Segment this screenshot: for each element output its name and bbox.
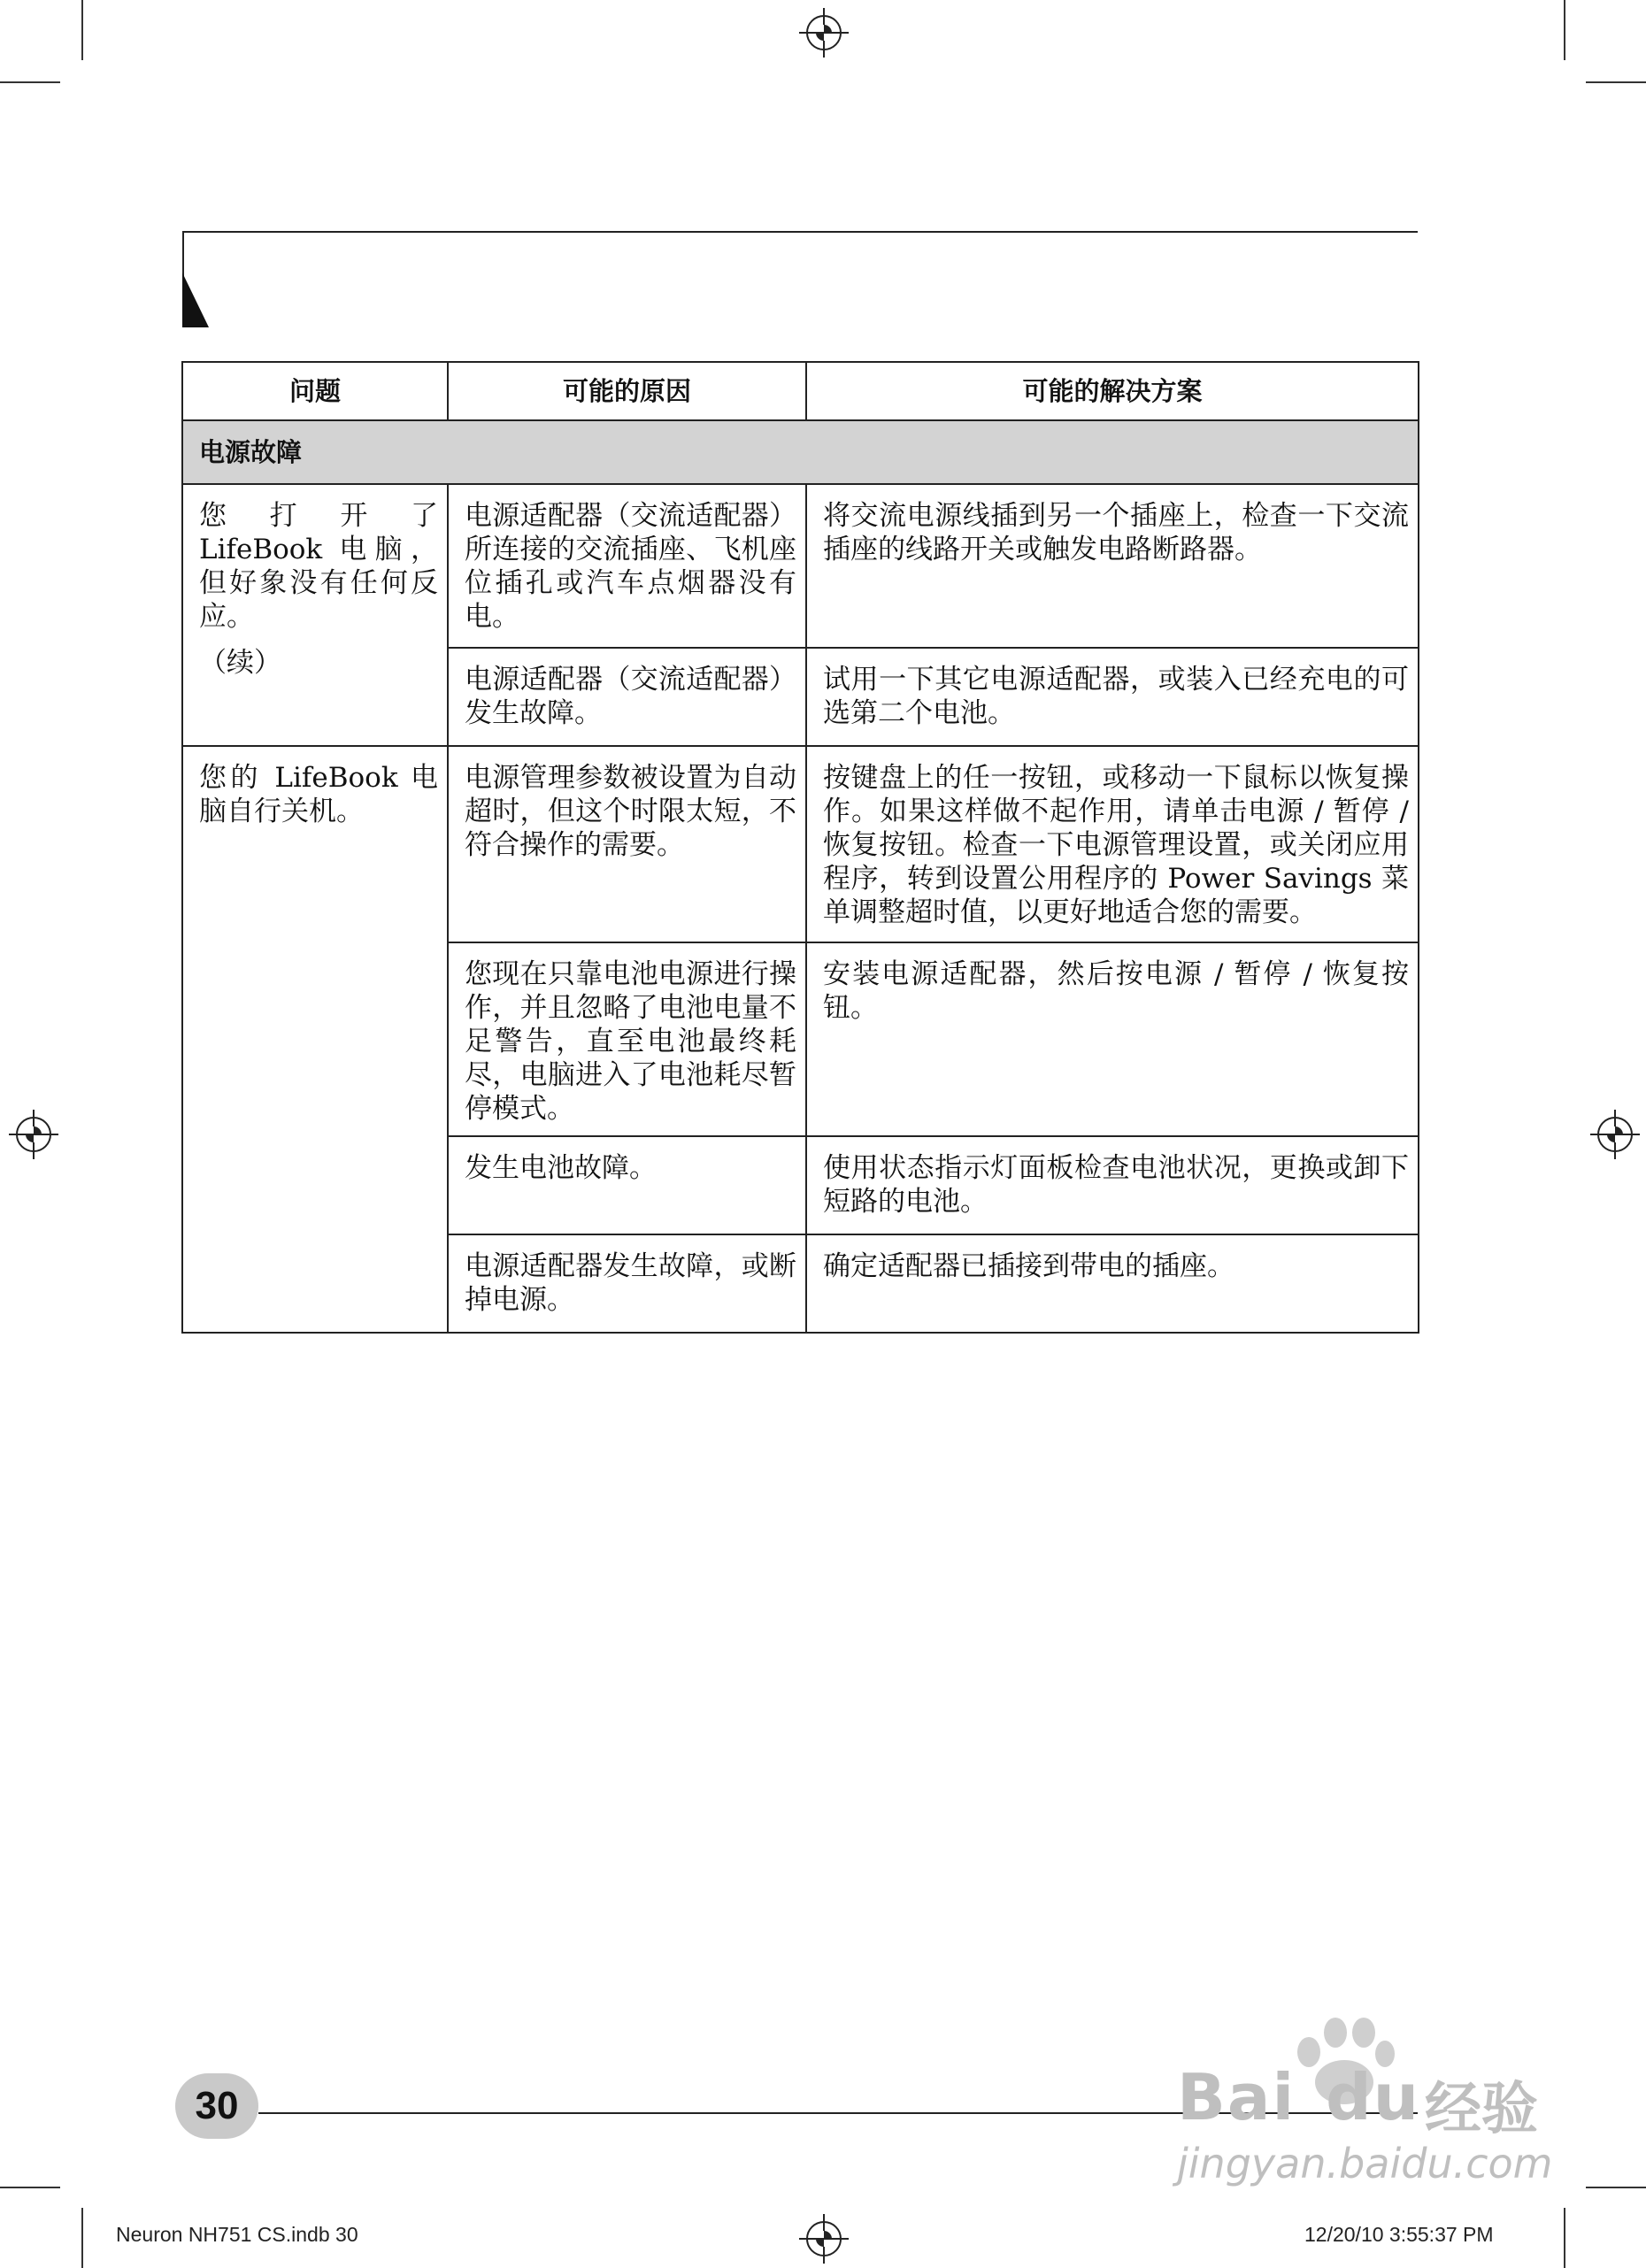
registration-mark-icon xyxy=(806,2221,842,2256)
cause-cell: 您现在只靠电池电源进行操作，并且忽略了电池电量不足警告，直至电池最终耗尽，电脑进入了电池耗尽暂停模式。 xyxy=(448,942,806,1136)
cause-cell: 电源适配器发生故障，或断掉电源。 xyxy=(448,1234,806,1333)
continued-label: （续） xyxy=(199,647,281,679)
cause-cell: 电源适配器（交流适配器）发生故障。 xyxy=(448,648,806,746)
cause-cell: 发生电池故障。 xyxy=(448,1136,806,1234)
crop-mark xyxy=(1586,81,1646,83)
crop-mark xyxy=(81,2208,83,2268)
watermark-url: jingyan.baidu.com xyxy=(1177,2140,1553,2187)
registration-mark-icon xyxy=(16,1117,51,1152)
crop-mark xyxy=(1564,0,1565,60)
cause-cell: 电源管理参数被设置为自动超时，但这个时限太短，不符合操作的需要。 xyxy=(448,746,806,942)
solution-cell: 使用状态指示灯面板检查电池状况，更换或卸下短路的电池。 xyxy=(806,1136,1419,1234)
crop-mark xyxy=(0,81,60,83)
header-tab-triangle xyxy=(182,273,209,327)
cause-cell: 电源适配器（交流适配器）所连接的交流插座、飞机座位插孔或汽车点烟器没有电。 xyxy=(448,484,806,648)
slug-left: Neuron NH751 CS.indb 30 xyxy=(116,2223,358,2246)
watermark-brand xyxy=(1177,2060,1420,2134)
troubleshooting-table xyxy=(181,361,1419,1334)
solution-cell: 试用一下其它电源适配器，或装入已经充电的可选第二个电池。 xyxy=(806,648,1419,746)
solution-cell: 确定适配器已插接到带电的插座。 xyxy=(806,1234,1419,1333)
header-rule xyxy=(182,231,1418,233)
crop-mark xyxy=(0,2187,60,2188)
section-row xyxy=(182,420,1419,484)
problem-cell xyxy=(182,746,448,1333)
registration-mark-icon xyxy=(1597,1117,1633,1152)
solution-cell: 按键盘上的任一按钮，或移动一下鼠标以恢复操作。如果这样做不起作用，请单击电源 / 暂停 / 恢复按钮。检查一下电源管理设置，或关闭应用程序，转到设置公用程序的 Power Savings 菜单调整超时值，以更好地适合您的需要。 xyxy=(806,746,1419,942)
crop-mark xyxy=(1586,2187,1646,2188)
problem-text: 您打开了 LifeBook 电脑，但好象没有任何反应。 xyxy=(199,500,438,633)
column-header-solution: 可能的解决方案 xyxy=(806,362,1419,420)
solution-cell: 安装电源适配器，然后按电源 / 暂停 / 恢复按钮。 xyxy=(806,942,1419,1136)
watermark-brand-part1: Bai xyxy=(1177,2060,1296,2134)
solution-cell: 将交流电源线插到另一个插座上，检查一下交流插座的线路开关或触发电路断路器。 xyxy=(806,484,1419,648)
table-row xyxy=(182,484,1419,648)
problem-text: 您的 LifeBook 电脑自行关机。 xyxy=(199,762,438,827)
slug-right: 12/20/10 3:55:37 PM xyxy=(1304,2223,1494,2246)
column-header-problem: 问题 xyxy=(182,362,448,420)
registration-mark-icon xyxy=(806,15,842,50)
page-number: 30 xyxy=(175,2073,258,2139)
column-header-cause: 可能的原因 xyxy=(448,362,806,420)
watermark-cn: 经验 xyxy=(1425,2077,1538,2142)
section-title: 电源故障 xyxy=(182,420,1419,484)
crop-mark xyxy=(1564,2208,1565,2268)
table-row xyxy=(182,746,1419,942)
table-header-row xyxy=(182,362,1419,420)
problem-cell xyxy=(182,484,448,746)
crop-mark xyxy=(81,0,83,60)
watermark-brand-part2: du xyxy=(1326,2060,1420,2134)
